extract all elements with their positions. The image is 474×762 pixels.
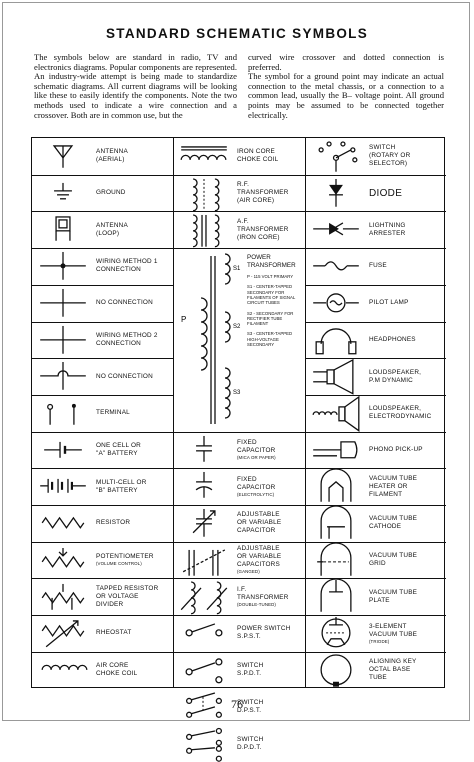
symbol-label-line: SELECTOR) <box>369 160 408 168</box>
schematic-symbol <box>175 432 233 469</box>
symbol-row <box>307 652 444 689</box>
symbol-label-line: GROUND <box>96 189 126 197</box>
symbol-label-line: ANTENNA <box>96 148 128 156</box>
symbol-label <box>96 285 153 322</box>
symbol-label-line: GRID <box>369 560 386 568</box>
symbol-row <box>34 468 171 505</box>
schematic-symbol <box>307 285 365 322</box>
symbol-label-line: D.P.D.T. <box>237 743 262 751</box>
symbol-label-line: (ROTARY OR <box>369 152 411 160</box>
symbol-label-line: R.F. <box>237 181 250 189</box>
symbol-label <box>369 138 410 175</box>
symbol-row <box>307 505 444 542</box>
symbol-label-line: VACUUM TUBE <box>369 552 418 560</box>
symbol-label-line: FILAMENT <box>369 490 403 498</box>
symbol-row <box>175 505 303 542</box>
row-divider <box>305 395 446 396</box>
symbol-row <box>175 542 303 579</box>
s1-label: S1 <box>233 266 241 273</box>
symbol-label-line: (LOOP) <box>96 229 120 237</box>
symbol-label-line: AIR CORE <box>96 662 129 670</box>
schematic-symbol <box>175 175 233 212</box>
schematic-symbol <box>307 358 365 395</box>
symbol-label-line: CHOKE COIL <box>237 156 279 164</box>
symbol-label <box>96 138 128 175</box>
intro-text-right: curved wire crossover and dotted connection is preferred. The symbol for a ground point may indicate an actual connection to the metal chassis, or a connection to a common lead, usually the B– voltage point. All ground points may be assumed to be connected together electrically. <box>248 52 444 120</box>
symbol-row <box>307 358 444 395</box>
intro-text-left: The symbols below are standard in radio, TV and electronics diagrams. Popular components are represented. An industry-wide attempt is being made to standardize schematic diagrams. All current diagrams will be looking like these to easily identify the components. Note the two methods used to indicate a wire connection and a crossover. Both are in common use, but the <box>34 52 237 120</box>
symbol-label <box>369 615 417 652</box>
symbol-row <box>34 322 171 359</box>
symbol-label <box>96 248 158 285</box>
row-divider <box>173 505 305 506</box>
power-transformer-symbol <box>175 248 245 431</box>
symbol-label-line: POTENTIOMETER <box>96 553 154 561</box>
symbol-row <box>175 615 303 652</box>
s3-label: S3 <box>233 390 241 397</box>
schematic-symbol <box>34 542 92 579</box>
symbol-label <box>369 358 421 395</box>
symbol-row <box>307 615 444 652</box>
symbol-label-line: HEATER OR <box>369 482 408 490</box>
symbol-label-line: PILOT LAMP <box>369 299 409 307</box>
symbol-label <box>237 211 289 248</box>
row-divider <box>32 358 173 359</box>
symbol-label-line: LOUDSPEAKER, <box>369 368 422 376</box>
row-divider <box>173 432 305 433</box>
schematic-symbol <box>34 505 92 542</box>
symbol-row <box>307 395 444 432</box>
row-divider <box>305 358 446 359</box>
symbol-label-line: SWITCH <box>237 735 264 743</box>
row-divider <box>305 211 446 212</box>
symbol-label-line: "B" BATTERY <box>96 486 138 494</box>
row-divider <box>305 248 446 249</box>
symbol-label <box>237 175 289 212</box>
symbol-label <box>369 285 409 322</box>
symbol-label-line: (AIR CORE) <box>237 197 275 205</box>
symbol-label-line: TERMINAL <box>96 409 130 417</box>
symbol-label <box>96 652 137 689</box>
symbol-label <box>369 432 423 469</box>
symbol-label <box>237 432 276 469</box>
schematic-symbol <box>175 725 233 762</box>
row-divider <box>32 175 173 176</box>
symbol-label <box>96 395 130 432</box>
power-transformer-note: S3 - CENTER-TAPPED HIGH-VOLTAGE SECONDARY <box>247 331 293 348</box>
symbol-label-note: (GANGED) <box>237 569 260 575</box>
symbol-label <box>369 175 402 212</box>
symbol-label-line: CAPACITOR <box>237 483 276 491</box>
row-divider <box>305 432 446 433</box>
row-divider <box>173 652 305 653</box>
symbol-label-line: ADJUSTABLE <box>237 545 280 553</box>
symbol-label <box>369 542 417 579</box>
symbol-label-line: CAPACITOR <box>237 527 276 535</box>
column-divider <box>173 138 174 687</box>
symbol-label-line: TRANSFORMER <box>237 225 289 233</box>
symbol-label-line: HEADPHONES <box>369 335 416 343</box>
symbol-label-line: POWER SWITCH <box>237 625 291 633</box>
symbol-label-line: SWITCH <box>369 144 396 152</box>
symbol-row <box>307 322 444 359</box>
symbol-row <box>34 615 171 652</box>
schematic-symbol <box>34 322 92 359</box>
symbol-row <box>307 285 444 322</box>
row-divider <box>305 542 446 543</box>
schematic-symbol <box>34 248 92 285</box>
schematic-symbol <box>175 615 233 652</box>
symbol-label-line: S.P.S.T. <box>237 633 261 641</box>
symbol-row <box>175 175 303 212</box>
symbol-label-note: (DOUBLE-TUNED) <box>237 601 276 607</box>
symbol-label-line: ALIGNING KEY <box>369 658 417 666</box>
schematic-symbol <box>34 395 92 432</box>
symbol-row <box>34 652 171 689</box>
power-transformer-notes <box>247 254 303 347</box>
row-divider <box>32 468 173 469</box>
row-divider <box>305 322 446 323</box>
symbol-label-line: CONNECTION <box>96 266 141 274</box>
symbol-label-line: VACUUM TUBE <box>369 588 418 596</box>
symbol-row <box>307 468 444 505</box>
symbol-label-note: (ELECTROLYTIC) <box>237 491 275 497</box>
symbol-label <box>237 542 281 579</box>
row-divider <box>32 505 173 506</box>
symbol-label-line: CAPACITOR <box>237 447 276 455</box>
schematic-symbol <box>175 542 233 579</box>
symbol-label-line: IRON CORE <box>237 148 276 156</box>
symbol-label-line: OCTAL BASE <box>369 666 411 674</box>
row-divider <box>305 175 446 176</box>
schematic-symbol <box>307 432 365 469</box>
symbol-row <box>34 432 171 469</box>
symbol-label-line: DIODE <box>369 187 403 199</box>
symbol-label-line: TRANSFORMER <box>237 189 289 197</box>
symbol-label-line: TUBE <box>369 674 387 682</box>
power-transformer-note: S2 - SECONDARY FOR RECTIFIER TUBE FILAMENT <box>247 310 294 327</box>
symbol-label-line: WIRING METHOD 2 <box>96 331 158 339</box>
row-divider <box>32 285 173 286</box>
schematic-symbol <box>307 248 365 285</box>
schematic-symbol <box>307 615 365 652</box>
symbol-label <box>369 652 417 689</box>
symbol-label-line: I.F. <box>237 585 247 593</box>
schematic-symbol <box>175 652 233 689</box>
symbol-row <box>175 725 303 762</box>
symbol-label-line: VACUUM TUBE <box>369 474 418 482</box>
schematic-symbol <box>175 505 233 542</box>
symbol-row <box>34 578 171 615</box>
row-divider <box>32 211 173 212</box>
symbol-label <box>369 211 406 248</box>
schematic-symbol <box>307 578 365 615</box>
schematic-symbol <box>175 468 233 505</box>
symbol-row <box>175 578 303 615</box>
row-divider <box>305 505 446 506</box>
symbol-row <box>34 285 171 322</box>
primary-label: P <box>181 315 187 325</box>
symbol-label <box>237 725 263 762</box>
schematic-symbol <box>34 432 92 469</box>
symbol-label-line: VACUUM TUBE <box>369 630 418 638</box>
symbol-label-line: OR VOLTAGE <box>96 592 139 600</box>
symbol-row <box>34 175 171 212</box>
symbol-label-line: S.P.D.T. <box>237 670 262 678</box>
symbol-label-line: MULTI-CELL OR <box>96 478 147 486</box>
symbol-label <box>96 468 147 505</box>
schematic-symbol <box>307 505 365 542</box>
symbol-label <box>369 578 417 615</box>
power-transformer-note: S1 - CENTER-TAPPED SECONDARY FOR FILAMENTS OF SIGNAL CIRCUIT TUBES <box>247 284 296 306</box>
symbol-label-line: ANTENNA <box>96 221 128 229</box>
symbol-row <box>34 211 171 248</box>
symbol-label-line: PLATE <box>369 596 390 604</box>
row-divider <box>173 578 305 579</box>
symbol-label <box>369 505 417 542</box>
row-divider <box>173 468 305 469</box>
symbol-label-note: (TRIODE) <box>369 638 390 644</box>
symbol-row <box>307 578 444 615</box>
row-divider <box>32 652 173 653</box>
row-divider <box>32 615 173 616</box>
column-divider <box>305 138 306 687</box>
symbol-label-line: P.M DYNAMIC <box>369 376 413 384</box>
symbol-label-line: D.P.S.T. <box>237 706 262 714</box>
symbol-label-note: (VOLUME CONTROL) <box>96 561 142 567</box>
schematic-symbol <box>34 211 92 248</box>
symbol-label-line: CAPACITORS <box>237 561 280 569</box>
symbol-row <box>307 138 444 175</box>
symbol-label <box>237 468 276 505</box>
symbol-row <box>34 505 171 542</box>
symbol-label-line: "A" BATTERY <box>96 449 138 457</box>
symbol-label <box>369 248 387 285</box>
schematic-symbol <box>34 468 92 505</box>
symbol-label-line: CATHODE <box>369 523 402 531</box>
symbol-row <box>307 175 444 212</box>
row-divider <box>305 468 446 469</box>
symbol-label <box>96 432 141 469</box>
symbol-label-line: A.F. <box>237 217 249 225</box>
symbol-label-line: ADJUSTABLE <box>237 511 280 519</box>
symbol-label <box>96 578 158 615</box>
symbol-label-line: ARRESTER <box>369 229 406 237</box>
schematic-symbol <box>307 395 365 432</box>
power-transformer-block <box>175 248 303 432</box>
schematic-symbol <box>307 138 365 175</box>
symbol-label <box>237 652 263 689</box>
symbol-label-line: 3-ELEMENT <box>369 622 407 630</box>
row-divider <box>305 578 446 579</box>
row-divider <box>305 615 446 616</box>
row-divider <box>32 322 173 323</box>
symbol-label <box>96 175 126 212</box>
row-divider <box>305 652 446 653</box>
power-transformer-note: P - 115 VOLT PRIMARY <box>247 274 294 280</box>
schematic-symbol <box>34 652 92 689</box>
symbol-label <box>96 505 130 542</box>
schematic-symbol <box>307 211 365 248</box>
schematic-symbol <box>175 138 233 175</box>
symbol-label <box>237 578 289 615</box>
symbol-label-line: OR VARIABLE <box>237 553 282 561</box>
row-divider <box>173 175 305 176</box>
symbol-label-line: WIRING METHOD 1 <box>96 258 158 266</box>
symbol-label-note: (MICA OR PAPER) <box>237 455 276 461</box>
symbol-label-line: (AERIAL) <box>96 156 125 164</box>
symbol-row <box>175 468 303 505</box>
symbol-row <box>34 395 171 432</box>
symbol-label <box>369 322 416 359</box>
symbol-label-line: CONNECTION <box>96 339 141 347</box>
schematic-symbol <box>307 542 365 579</box>
symbol-row <box>307 248 444 285</box>
row-divider <box>32 248 173 249</box>
schematic-symbol <box>34 175 92 212</box>
schematic-symbol <box>307 468 365 505</box>
schematic-symbol <box>34 138 92 175</box>
symbol-row <box>307 432 444 469</box>
schematic-symbol <box>307 322 365 359</box>
symbol-label <box>96 615 131 652</box>
symbol-label-line: LIGHTNING <box>369 221 406 229</box>
row-divider <box>32 578 173 579</box>
symbol-label-line: TRANSFORMER <box>237 593 289 601</box>
row-divider <box>173 211 305 212</box>
symbol-label <box>96 358 153 395</box>
symbol-label <box>369 468 417 505</box>
symbol-label-line: FUSE <box>369 262 387 270</box>
row-divider <box>32 395 173 396</box>
power-transformer-heading: POWER <box>247 254 271 262</box>
schematic-symbol <box>175 211 233 248</box>
symbol-label-line: RHEOSTAT <box>96 629 132 637</box>
symbol-row <box>307 542 444 579</box>
row-divider <box>173 542 305 543</box>
symbol-row <box>307 211 444 248</box>
symbol-label <box>237 505 281 542</box>
symbol-label-line: PHONO PICK-UP <box>369 445 423 453</box>
schematic-symbol <box>34 358 92 395</box>
symbol-row <box>34 138 171 175</box>
symbol-label <box>237 138 278 175</box>
symbol-label-line: TAPPED RESISTOR <box>96 584 159 592</box>
symbol-label-line: RESISTOR <box>96 519 131 527</box>
row-divider <box>32 542 173 543</box>
symbol-row <box>34 248 171 285</box>
symbol-row <box>175 652 303 689</box>
page-number: 76 <box>231 697 243 711</box>
power-transformer-heading: TRANSFORMER <box>247 261 296 269</box>
symbol-label-line: (IRON CORE) <box>237 233 280 241</box>
schematic-symbol <box>34 578 92 615</box>
symbol-label-line: DIVIDER <box>96 600 124 608</box>
symbol-label-line: ELECTRODYNAMIC <box>369 413 432 421</box>
symbol-row <box>175 432 303 469</box>
symbol-label-line: LOUDSPEAKER, <box>369 405 422 413</box>
symbol-row <box>34 358 171 395</box>
symbol-label-line: OR VARIABLE <box>237 519 282 527</box>
page-title: STANDARD SCHEMATIC SYMBOLS <box>105 26 369 41</box>
symbol-label <box>96 211 128 248</box>
schematic-symbol <box>307 652 365 689</box>
symbol-label <box>96 322 158 359</box>
symbol-row <box>175 211 303 248</box>
symbol-row <box>175 138 303 175</box>
symbol-label <box>96 542 154 579</box>
row-divider <box>173 615 305 616</box>
symbol-label-line: NO CONNECTION <box>96 299 153 307</box>
schematic-symbol <box>34 615 92 652</box>
s2-label: S2 <box>233 324 241 331</box>
symbol-label-line: SWITCH <box>237 698 264 706</box>
symbol-label <box>237 615 291 652</box>
symbol-label-line: FIXED <box>237 439 257 447</box>
schematic-symbol <box>175 578 233 615</box>
symbol-label-line: VACUUM TUBE <box>369 515 418 523</box>
row-divider <box>305 285 446 286</box>
symbol-label-line: NO CONNECTION <box>96 372 153 380</box>
symbol-label-line: ONE CELL OR <box>96 441 141 449</box>
row-divider <box>32 432 173 433</box>
symbol-label <box>369 395 431 432</box>
symbol-row <box>34 542 171 579</box>
symbol-label-line: CHOKE COIL <box>96 670 138 678</box>
schematic-symbol <box>34 285 92 322</box>
symbol-label-line: FIXED <box>237 475 257 483</box>
symbol-label-line: SWITCH <box>237 662 264 670</box>
schematic-symbol <box>307 175 365 212</box>
